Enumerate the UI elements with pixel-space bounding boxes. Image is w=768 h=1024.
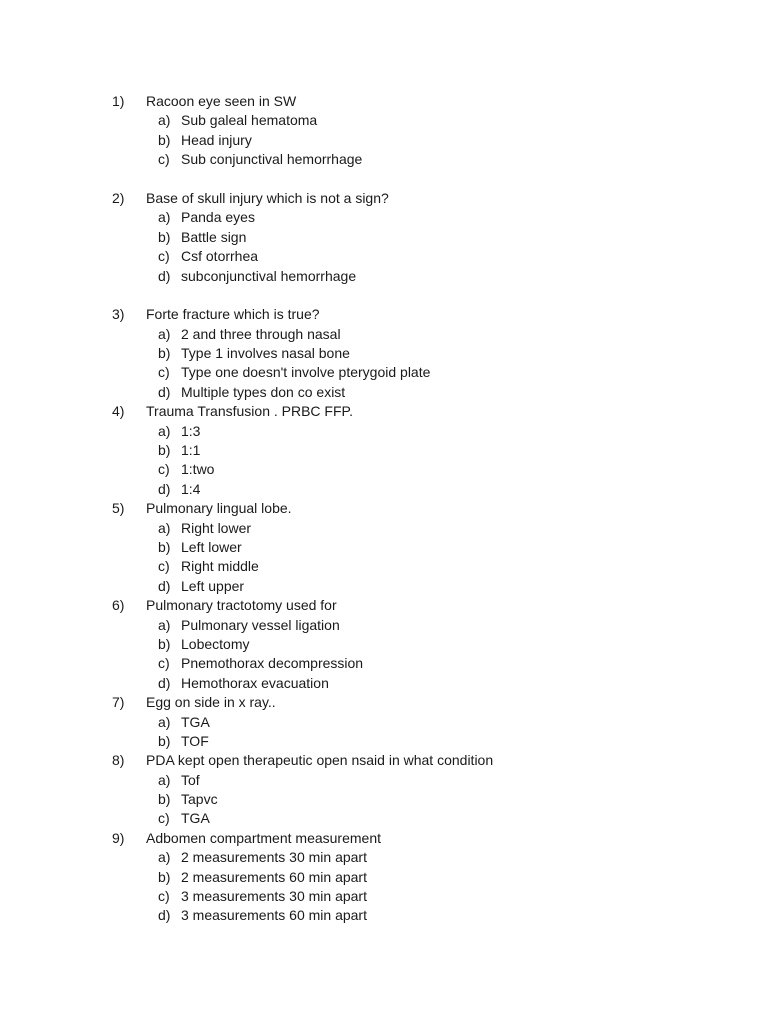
option-letter: a)	[158, 849, 171, 866]
option-line	[112, 131, 732, 150]
question-number: 9)	[112, 829, 125, 846]
option-letter: c)	[158, 888, 170, 905]
option-text: Pnemothorax decompression	[181, 655, 364, 672]
option-text: Left upper	[181, 577, 245, 594]
option-line	[112, 887, 732, 906]
option-letter: d)	[158, 267, 171, 284]
option-line	[112, 422, 732, 441]
option-text: Tapvc	[181, 791, 218, 808]
option-line	[112, 460, 732, 479]
option-letter: b)	[158, 635, 171, 652]
option-text: Right lower	[181, 519, 252, 536]
question-3	[112, 305, 732, 324]
option-line	[112, 848, 732, 867]
option-text: Type 1 involves nasal bone	[181, 345, 350, 362]
option-line	[112, 557, 732, 576]
option-line	[112, 111, 732, 130]
question-text: Pulmonary lingual lobe.	[146, 500, 292, 517]
option-text: 1:3	[181, 422, 201, 439]
question-text: Trauma Transfusion . PRBC FFP.	[146, 403, 353, 420]
option-line	[112, 906, 732, 925]
option-line	[112, 267, 732, 286]
question-9	[112, 829, 732, 848]
option-letter: b)	[158, 442, 171, 459]
blank-line	[112, 170, 732, 189]
option-text: Tof	[181, 771, 200, 788]
option-letter: c)	[158, 248, 170, 265]
option-line	[112, 363, 732, 382]
option-text: Pulmonary vessel ligation	[181, 616, 340, 633]
question-number: 7)	[112, 694, 125, 711]
option-line	[112, 538, 732, 557]
option-text: TOF	[181, 732, 209, 749]
question-number: 8)	[112, 752, 125, 769]
option-text: TGA	[181, 713, 210, 730]
option-line	[112, 344, 732, 363]
option-letter: a)	[158, 209, 171, 226]
question-text: Egg on side in x ray..	[146, 694, 276, 711]
option-line	[112, 150, 732, 169]
question-text: Forte fracture which is true?	[146, 306, 320, 323]
question-number: 3)	[112, 306, 125, 323]
option-line	[112, 228, 732, 247]
option-letter: c)	[158, 364, 170, 381]
question-text: Base of skull injury which is not a sign?	[146, 189, 389, 206]
option-letter: a)	[158, 616, 171, 633]
option-text: Multiple types don co exist	[181, 383, 346, 400]
option-letter: c)	[158, 810, 170, 827]
option-line	[112, 325, 732, 344]
question-2	[112, 189, 732, 208]
option-text: Sub conjunctival hemorrhage	[181, 151, 363, 168]
option-text: 2 measurements 30 min apart	[181, 849, 367, 866]
option-letter: a)	[158, 519, 171, 536]
option-text: Hemothorax evacuation	[181, 674, 329, 691]
option-line	[112, 247, 732, 266]
option-text: 3 measurements 60 min apart	[181, 907, 367, 924]
option-letter: c)	[158, 151, 170, 168]
option-line	[112, 809, 732, 828]
option-letter: b)	[158, 228, 171, 245]
question-text: Adbomen compartment measurement	[146, 829, 381, 846]
option-line	[112, 616, 732, 635]
option-text: Head injury	[181, 131, 252, 148]
option-line	[112, 771, 732, 790]
question-6	[112, 596, 732, 615]
question-number: 5)	[112, 500, 125, 517]
question-8	[112, 751, 732, 770]
option-letter: a)	[158, 422, 171, 439]
option-letter: d)	[158, 577, 171, 594]
option-line	[112, 441, 732, 460]
question-4	[112, 402, 732, 421]
option-letter: b)	[158, 868, 171, 885]
option-line	[112, 654, 732, 673]
option-letter: d)	[158, 480, 171, 497]
question-7	[112, 693, 732, 712]
option-line	[112, 713, 732, 732]
option-line	[112, 208, 732, 227]
option-text: 1:1	[181, 442, 201, 459]
option-letter: a)	[158, 325, 171, 342]
option-text: Left lower	[181, 538, 242, 555]
option-text: Csf otorrhea	[181, 248, 259, 265]
option-text: 2 and three through nasal	[181, 325, 341, 342]
option-letter: c)	[158, 461, 170, 478]
option-text: TGA	[181, 810, 210, 827]
option-line	[112, 383, 732, 402]
question-number: 1)	[112, 93, 125, 109]
question-number: 2)	[112, 189, 125, 206]
option-text: 2 measurements 60 min apart	[181, 868, 367, 885]
option-letter: c)	[158, 655, 170, 672]
option-letter: c)	[158, 558, 170, 575]
option-line	[112, 519, 732, 538]
option-line	[112, 674, 732, 693]
option-letter: b)	[158, 538, 171, 555]
option-letter: b)	[158, 791, 171, 808]
option-text: 3 measurements 30 min apart	[181, 888, 367, 905]
question-5	[112, 499, 732, 518]
option-line	[112, 732, 732, 751]
option-text: subconjunctival hemorrhage	[181, 267, 357, 284]
option-line	[112, 480, 732, 499]
question-list	[112, 92, 732, 926]
option-letter: b)	[158, 131, 171, 148]
question-text: PDA kept open therapeutic open nsaid in what condition	[146, 752, 494, 769]
option-letter: a)	[158, 112, 171, 129]
option-letter: d)	[158, 674, 171, 691]
blank-line	[112, 286, 732, 305]
question-number: 4)	[112, 403, 125, 420]
option-text: 1:4	[181, 480, 201, 497]
option-line	[112, 577, 732, 596]
question-text: Racoon eye seen in SW	[146, 93, 297, 109]
option-text: 1:two	[181, 461, 215, 478]
option-line	[112, 868, 732, 887]
option-letter: d)	[158, 383, 171, 400]
question-number: 6)	[112, 597, 125, 614]
option-letter: b)	[158, 732, 171, 749]
option-letter: b)	[158, 345, 171, 362]
option-text: Panda eyes	[181, 209, 255, 226]
option-letter: a)	[158, 713, 171, 730]
option-line	[112, 790, 732, 809]
option-letter: a)	[158, 771, 171, 788]
option-letter: d)	[158, 907, 171, 924]
option-text: Lobectomy	[181, 635, 250, 652]
option-text: Battle sign	[181, 228, 247, 245]
question-1	[112, 92, 732, 111]
option-text: Type one doesn't involve pterygoid plate	[181, 364, 431, 381]
question-text: Pulmonary tractotomy used for	[146, 597, 337, 614]
option-text: Right middle	[181, 558, 259, 575]
option-line	[112, 635, 732, 654]
option-text: Sub galeal hematoma	[181, 112, 318, 129]
